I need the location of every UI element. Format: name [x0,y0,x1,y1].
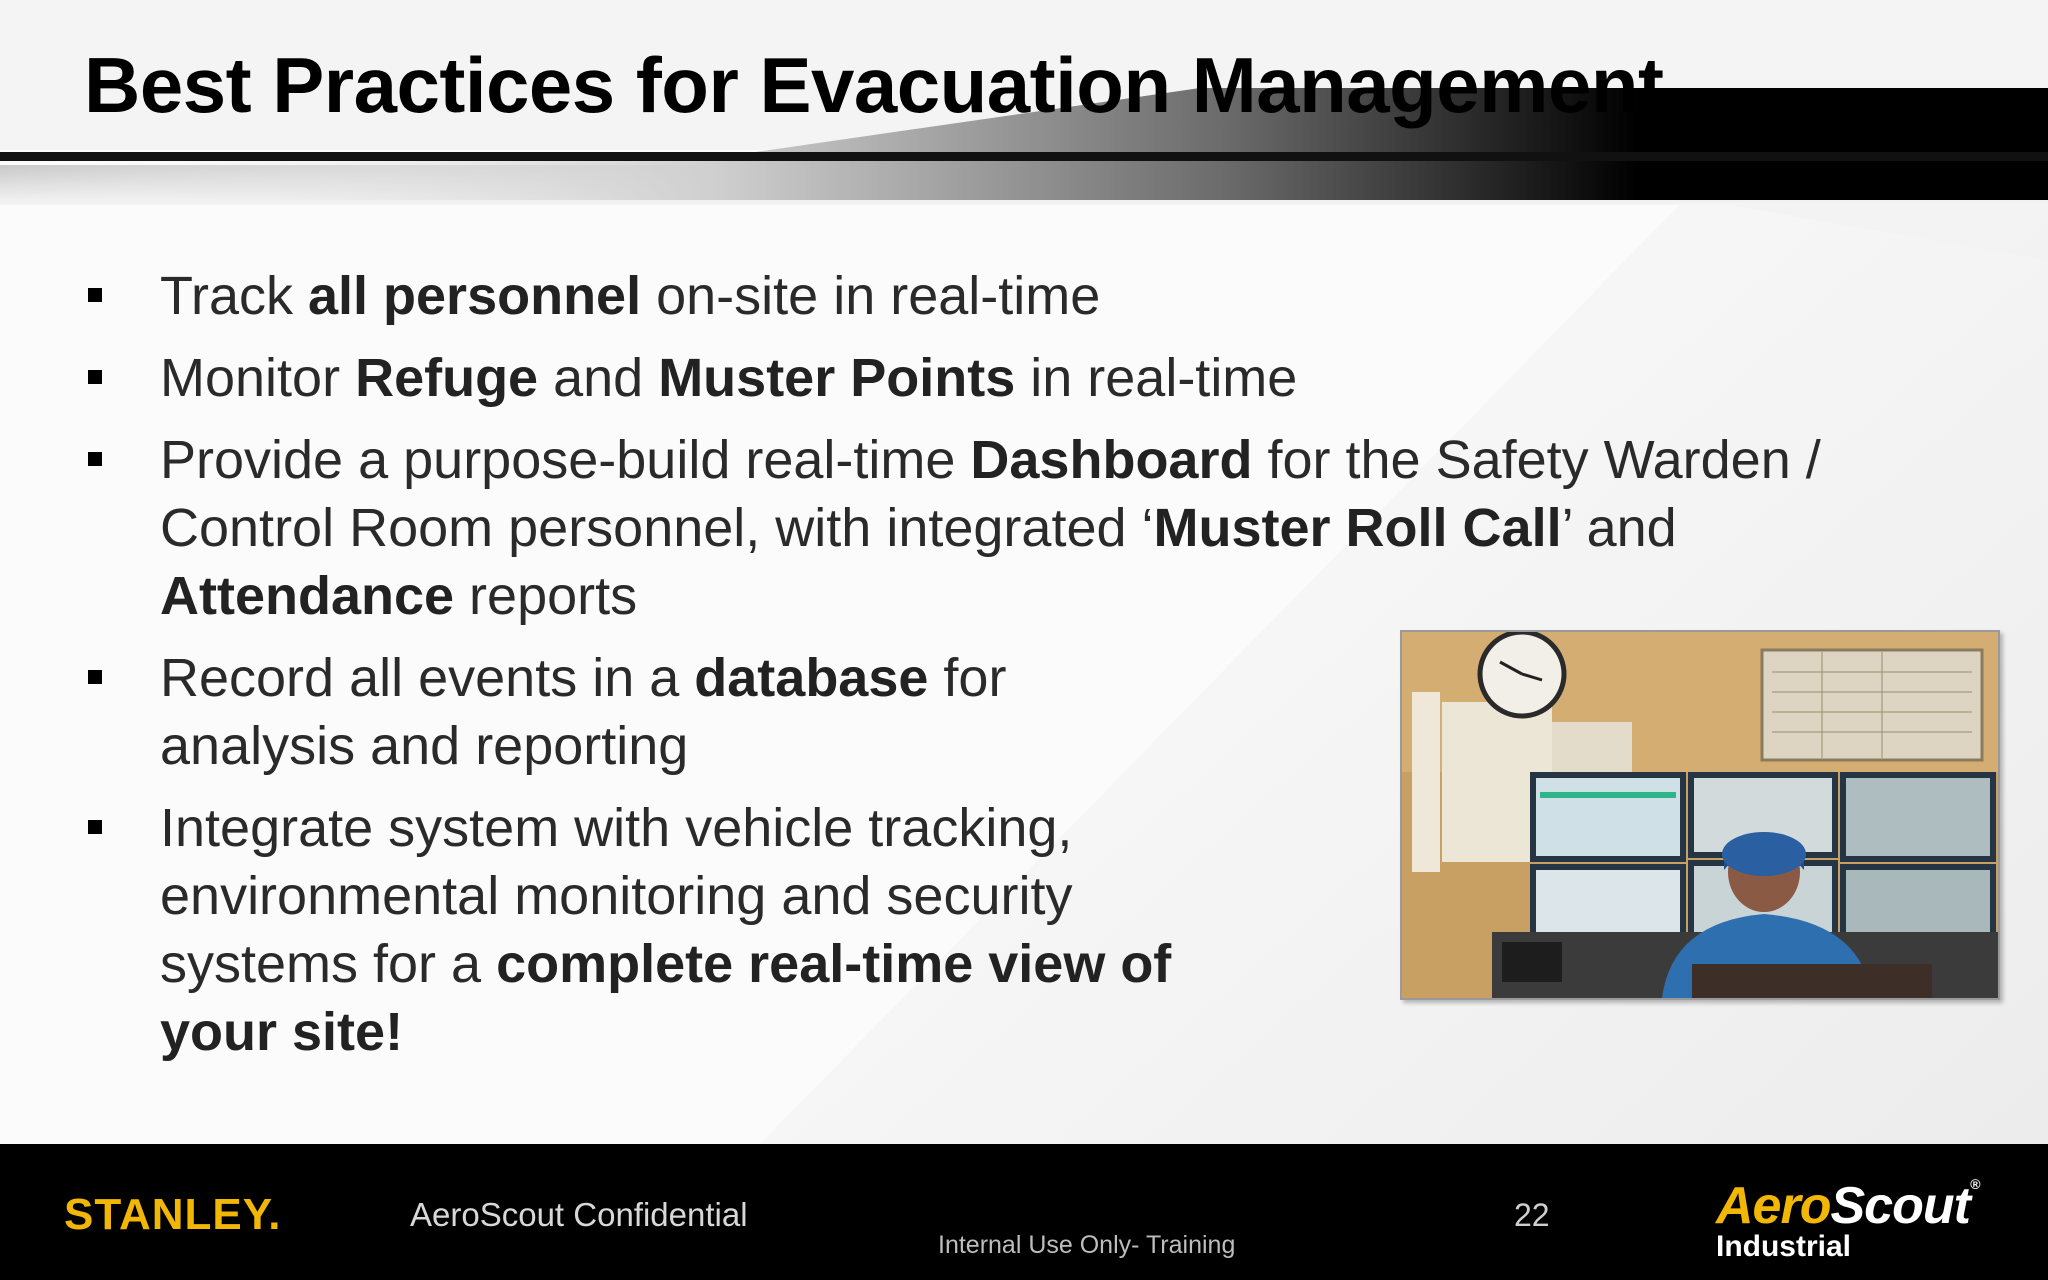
bullet-text: Monitor [160,348,356,408]
bullet-marker [88,370,102,384]
aeroscout-logo-scout: Scout [1830,1177,1970,1235]
bullet-text: for the Safety Warden / Control Room personnel, with integrated ‘ [160,430,1821,558]
bullet-text: ’ and [1561,498,1677,558]
bullet-text: for analysis and reporting [160,648,1007,776]
bullet-emphasis: all personnel [308,266,642,326]
bullet-item [84,426,1964,630]
aeroscout-logo-name [1716,1176,1979,1236]
bullet-emphasis: Attendance [160,566,455,626]
bullet-item [84,344,1964,412]
bullet-text: Provide a purpose-build real-time [160,430,971,490]
bullet-text: and [538,348,659,408]
bullet-marker [88,452,102,466]
bullet-text: Record all events in a [160,648,695,708]
confidential-label: AeroScout Confidential [410,1196,748,1233]
aeroscout-logo-sub: Industrial [1716,1230,1852,1263]
aeroscout-logo-aero: Aero [1716,1177,1831,1235]
bullet-emphasis: Muster Points [658,348,1016,408]
bullet-text: reports [454,566,638,626]
bullet-emphasis: complete real-time view of your site! [160,934,1172,1062]
control-room-illustration [1402,632,1998,998]
control-room-photo [1400,630,2000,1000]
internal-use-label: Internal Use Only- Training [938,1231,1236,1259]
stanley-logo: STANLEY. [64,1190,282,1239]
bullet-text: in real-time [1015,348,1298,408]
bullet-marker [88,820,102,834]
bullet-item [84,262,1964,330]
bullet-emphasis: Muster Roll Call [1153,498,1562,558]
slide-title: Best Practices for Evacuation Management [84,41,1664,129]
bullet-emphasis: Dashboard [970,430,1253,490]
page-number: 22 [1514,1197,1550,1233]
bullet-emphasis: database [694,648,929,708]
aeroscout-logo [1716,1176,2006,1266]
bullet-item [84,794,1220,1066]
bullet-text: Track [160,266,308,326]
bullet-text: on-site in real-time [641,266,1101,326]
registered-mark: ® [1969,1176,1980,1192]
bullet-marker [88,670,102,684]
bullet-marker [88,288,102,302]
bullet-text: Integrate system with vehicle tracking, environmental monitoring and security systems for a [160,798,1073,994]
bullet-item [84,644,1140,780]
bullet-emphasis: Refuge [355,348,539,408]
